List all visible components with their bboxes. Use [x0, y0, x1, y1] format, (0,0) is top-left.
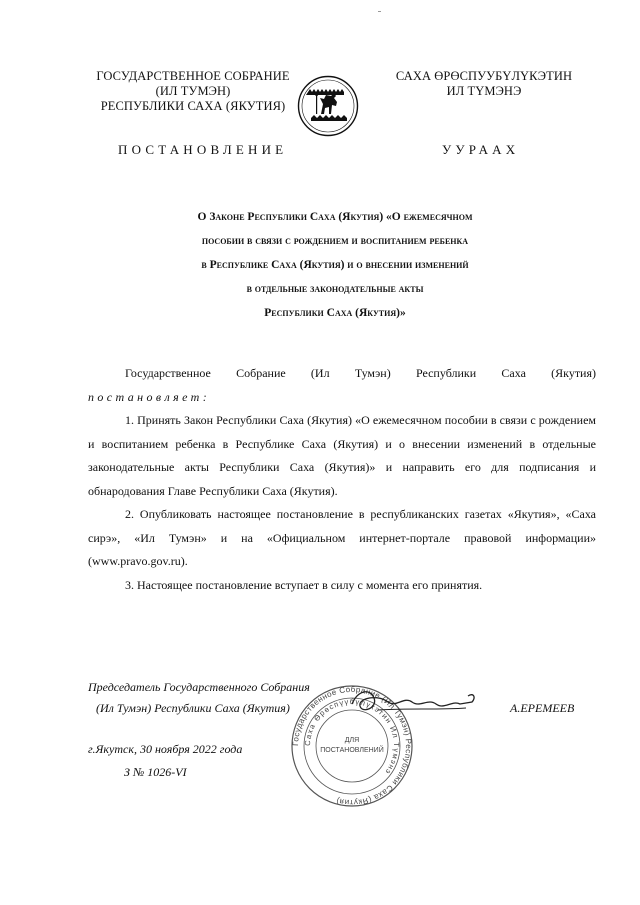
- title-line: в отдельные законодательные акты: [246, 283, 424, 295]
- title-line: пособии в связи с рождением и воспитанием ребенка: [201, 235, 469, 247]
- title-line: Республики Саха (Якутия)»: [264, 307, 406, 319]
- handwritten-signature: [348, 684, 478, 724]
- signatory-name: А.ЕРЕМЕЕВ: [510, 701, 575, 715]
- document-body: [88, 362, 596, 597]
- header-left: [78, 69, 308, 114]
- header-left-line: РЕСПУБЛИКИ САХА (ЯКУТИЯ): [100, 99, 286, 113]
- header-right: [374, 69, 594, 99]
- stamp-inner-text: Саха Өрөспүүбүлүкэтин Ил Түмэнэ: [302, 696, 402, 777]
- title-line: О Законе Республики Саха (Якутия) «О ежемесячном: [197, 211, 473, 223]
- document-number: З № 1026-VI: [124, 765, 187, 779]
- title-line: в Республике Саха (Якутия) и о внесении изменений: [201, 259, 469, 271]
- place-and-date: г.Якутск, 30 ноября 2022 года: [88, 742, 243, 756]
- item-1: 1. Принять Закон Республики Саха (Якутия) «О ежемесячном пособии в связи с рождением и воспитанием ребенка в Республике Саха (Якутия) и о внесении изменений в отдельные законодательные акты Республики Саха (Якутия)» и направить его для подписания и обнародования Главе Республики Саха (Якутия).: [88, 413, 596, 498]
- coat-of-arms-emblem: [297, 74, 359, 138]
- stamp-center-line: ДЛЯ: [344, 737, 360, 744]
- scan-mark: [378, 11, 381, 12]
- header-left-line: (ИЛ ТУМЭН): [155, 84, 231, 98]
- doc-type-ru: ПОСТАНОВЛЕНИЕ: [118, 142, 288, 157]
- doc-type-sah: УУРААХ: [442, 142, 520, 157]
- header-left-line: ГОСУДАРСТВЕННОЕ СОБРАНИЕ: [96, 69, 290, 83]
- header-right-line: САХА ӨРӨСПУУБҮЛҮКЭТИН: [395, 69, 573, 83]
- resolves-label: постановляет:: [88, 389, 211, 404]
- stamp-center-line: ПОСТАНОВЛЕНИЙ: [320, 747, 384, 754]
- signatory-position-line2: (Ил Тумэн) Республики Саха (Якутия): [96, 701, 290, 715]
- header-right-line: ИЛ ТҮМЭНЭ: [446, 84, 522, 98]
- document-title: [150, 205, 520, 325]
- preamble: Государственное Собрание (Ил Тумэн) Республики Саха (Якутия): [125, 366, 596, 380]
- signatory-position-line1: Председатель Государственного Собрания: [88, 680, 310, 694]
- item-3: 3. Настоящее постановление вступает в силу с момента его принятия.: [125, 577, 483, 592]
- stamp-outer-text: Государственное Собрание (Ил Тумэн) Республики Саха (Якутия): [290, 684, 414, 808]
- item-2: 2. Опубликовать настоящее постановление в республиканских газетах «Якутия», «Саха сирэ», «Ил Тумэн» и на «Официальном интернет-портале правовой информации» (www.pravo.gov.ru).: [88, 507, 596, 568]
